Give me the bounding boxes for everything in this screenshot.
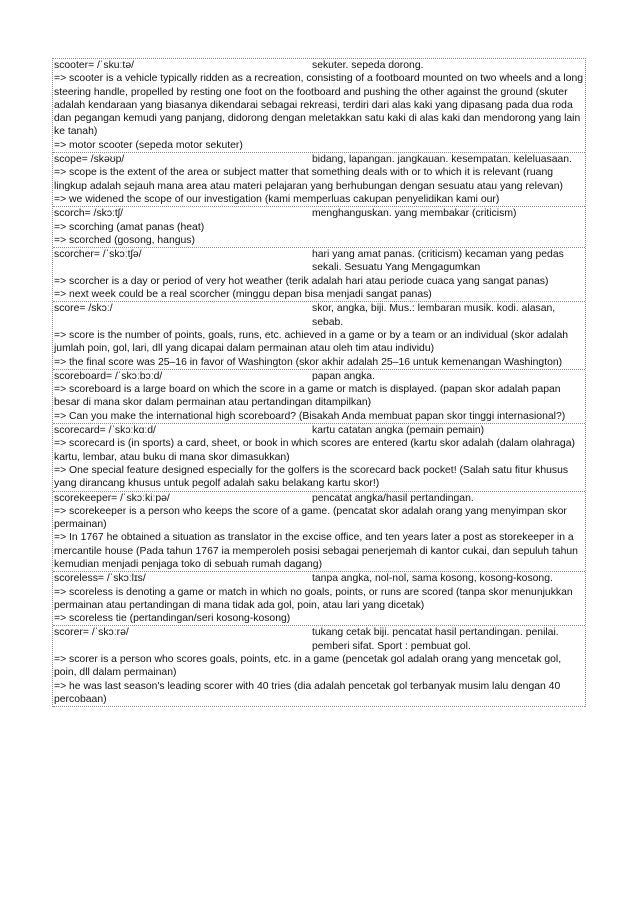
dictionary-entry (53, 424, 585, 491)
entry-term: score= /skɔː/ (54, 303, 113, 315)
entry-meaning: tukang cetak biji. pencatat hasil pertandingan. penilai. pemberi sifat. Sport : pembuat gol. (312, 627, 559, 652)
dictionary-entry (53, 370, 585, 424)
entry-example: => In 1767 he obtained a situation as translator in the excise office, and ten years later a post as storekeeper in a mercantile house (Pada tahun 1767 ia memperoleh posisi sebagai penerjemah di kantor cukai, dan sepuluh tahun kemudian menjadi penjaga toko di sebuah rumah dagang) (54, 532, 578, 570)
entry-meaning: bidang, lapangan. jangkauan. kesempatan. keleluasaan. (312, 154, 572, 166)
dictionary-entry (53, 302, 585, 369)
entry-definition: => scorching (amat panas (heat) (54, 221, 205, 233)
dictionary-entry (53, 626, 585, 707)
entry-example: => scoreless tie (pertandingan/seri kosong-kosong) (54, 613, 291, 625)
entry-heading (54, 248, 585, 275)
entry-heading (54, 492, 585, 505)
entry-example: => he was last season's leading scorer with 40 tries (dia adalah pencetak gol terbanyak musim lalu dengan 40 percobaan) (54, 680, 561, 705)
entry-example: => motor scooter (sepeda motor sekuter) (54, 139, 243, 151)
entry-term: scorekeeper= /ˈskɔːkiːpə/ (54, 492, 170, 504)
entry-term: scooter= /ˈskuːtə/ (54, 60, 134, 71)
entry-term: scorch= /skɔːtʃ/ (54, 208, 124, 220)
entry-meaning: papan angka. (312, 370, 375, 382)
dictionary-entry (53, 207, 585, 248)
entry-meaning: skor, angka, biji. Mus.: lembaran musik. kodi. alasan, sebab. (312, 303, 556, 328)
dictionary-entry (53, 248, 585, 302)
entry-heading (54, 424, 585, 437)
entry-meaning: sekuter. sepeda dorong. (312, 60, 424, 71)
entry-example: => One special feature designed especially for the golfers is the scorecard back pocket! (Salah satu fitur khusus yang dirancang khusus untuk pegolf adalah saku belakang kartu skor!) (54, 464, 569, 490)
entry-meaning: menghanguskan. yang membakar (criticism) (312, 208, 517, 220)
entry-example: => we widened the scope of our investigation (kami memperluas cakupan penyelidikan kami our) (54, 193, 500, 205)
entry-term: scope= /skəʊp/ (54, 154, 125, 166)
entry-heading (54, 370, 585, 383)
entry-heading (54, 153, 585, 166)
entry-definition: => scooter is a vehicle typically ridden as a recreation, consisting of a footboard mounted on two wheels and a long steering handle, propelled by resting one foot on the footboard and pushing the other against the ground (skuter adalah kendaraan yang biasanya dikendarai sebagai rekreasi, terdiri dari alas kaki yang dipasang pada dua roda dan pegangan kemudi yang panjang, didorong dengan meletakkan satu kaki di alas kaki dan mendorong yang lain ke tanah) (54, 73, 584, 138)
entry-definition: => score is the number of points, goals, runs, etc. achieved in a game or by a team or an individual (skor adalah jumlah poin, gol, lari, dll yang dicapai dalam permainan atau oleh tim atau individu) (54, 329, 569, 355)
entry-heading (54, 626, 585, 653)
entry-heading (54, 59, 585, 72)
entry-definition: => scoreless is denoting a game or match in which no goals, points, or runs are scored (tanpa skor menunjukkan permainan atau pertandingan di mana tidak ada gol, poin, atau lari yang dicetak) (54, 586, 573, 611)
entry-meaning: tanpa angka, nol-nol, sama kosong, kosong-kosong. (312, 573, 553, 585)
entry-meaning: pencatat angka/hasil pertandingan. (312, 492, 474, 504)
entry-heading (54, 207, 585, 220)
dictionary-entry (53, 153, 585, 207)
entry-term: scorcher= /ˈskɔːtʃə/ (54, 249, 142, 261)
entry-definition: => scorer is a person who scores goals, points, etc. in a game (pencetak gol adalah orang yang mencetak gol, poin, dll dalam permainan) (54, 654, 562, 679)
entry-meaning: kartu catatan angka (pemain pemain) (312, 425, 485, 437)
entry-example: => next week could be a real scorcher (minggu depan bisa menjadi sangat panas) (54, 289, 432, 301)
entry-definition: => scorecard is (in sports) a card, sheet, or book in which scores are entered (kartu skor adalah (dalam olahraga) kartu, lembar, atau buku di mana skor dimasukkan) (54, 438, 575, 463)
entry-example: => the final score was 25–16 in favor of Washington (skor akhir adalah 25–16 untuk kemenangan Washington) (54, 356, 563, 368)
dictionary-entry (53, 572, 585, 626)
entry-meaning: hari yang amat panas. (criticism) kecaman yang pedas sekali. Sesuatu Yang Mengagumkan (312, 249, 564, 274)
entry-definition: => scoreboard is a large board on which the score in a game or match is displayed. (papan skor adalah papan besar di mana skor dalam permainan atau pertandingan ditampilkan) (54, 384, 561, 409)
entry-definition: => scorekeeper is a person who keeps the score of a game. (pencatat skor adalah orang yang menyimpan skor permainan) (54, 505, 567, 531)
entry-heading (54, 572, 585, 585)
entry-term: scoreboard= /ˈskɔːbɔːd/ (54, 370, 163, 382)
entry-example: => scorched (gosong, hangus) (54, 234, 195, 246)
entry-definition: => scorcher is a day or period of very hot weather (terik adalah hari atau periode cuaca yang sangat panas) (54, 275, 549, 287)
dictionary-sheet (52, 58, 586, 707)
dictionary-entry (53, 59, 585, 153)
entry-example: => Can you make the international high scoreboard? (Bisakah Anda membuat papan skor tinggi internasional?) (54, 410, 566, 422)
entry-term: scorer= /ˈskɔːrə/ (54, 627, 129, 639)
entry-term: scoreless= /ˈskɔːlɪs/ (54, 573, 146, 585)
dictionary-entry (53, 492, 585, 573)
entry-definition: => scope is the extent of the area or subject matter that something deals with or to which it is relevant (ruang lingkup adalah sejauh mana area atau materi pelajaran yang berhubungan dengan sesuatu atau yang relevan) (54, 167, 563, 192)
entry-heading (54, 302, 585, 329)
entry-term: scorecard= /ˈskɔːkɑːd/ (54, 425, 156, 437)
